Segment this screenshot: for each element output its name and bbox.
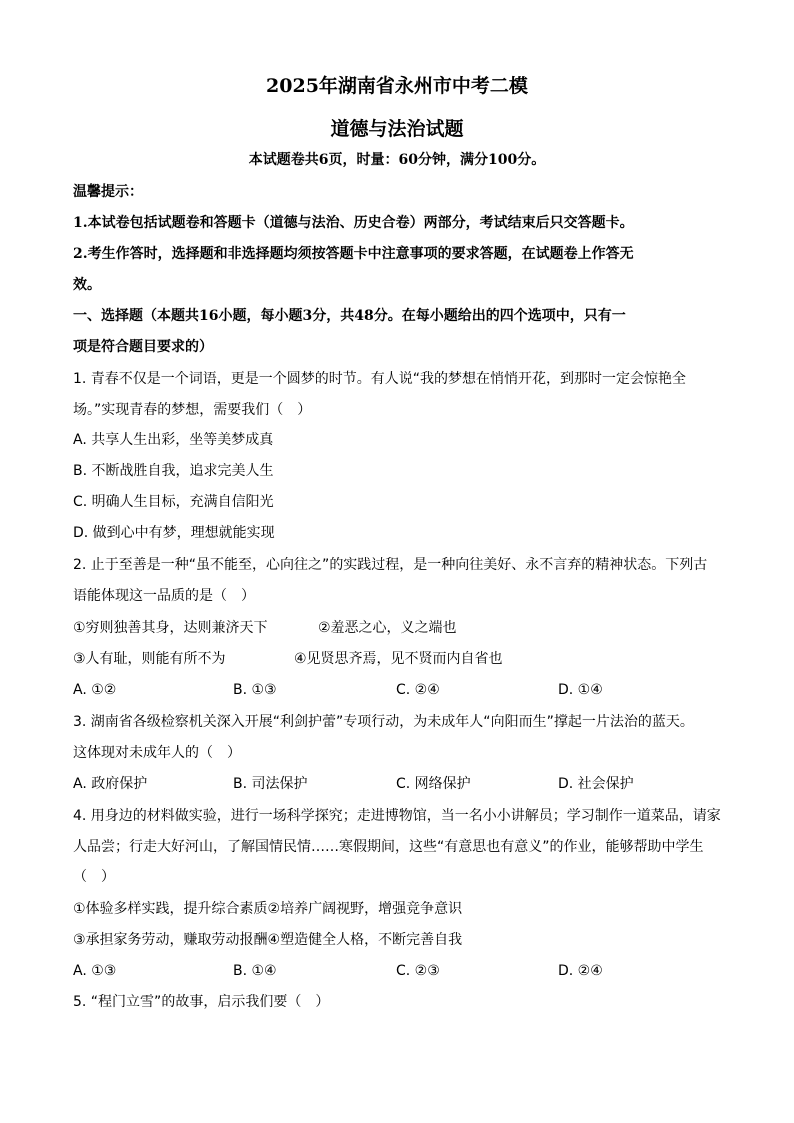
question-2-statement-2: ②羞恶之心，义之端也 [318,620,457,636]
question-2-statement-4: ④见贤思齐焉，见不贤而内自省也 [294,651,503,667]
question-4-option-c: C. ②③ [396,963,440,979]
question-4-stem-line-1: 4. 用身边的材料做实验，进行一场科学探究；走进博物馆，当一名小小讲解员；学习制作一道菜品，请家 [73,808,721,824]
exam-subject: 道德与法治试题 [330,118,464,140]
section-1-heading-line-1: 一、选择题（本题共16小题，每小题3分，共48分。在每小题给出的四个选项中，只有一 [73,308,626,324]
question-4-statements-line-2: ③承担家务劳动，赚取劳动报酬④塑造健全人格，不断完善自我 [73,932,463,948]
question-2-statement-3: ③人有耻，则能有所不为 [73,651,226,667]
question-2-option-c: C. ②④ [396,682,440,698]
question-2-statement-1: ①穷则独善其身，达则兼济天下 [73,620,268,636]
question-3-option-b: B. 司法保护 [233,776,308,792]
question-3-option-a: A. 政府保护 [73,776,148,792]
exam-info: 本试题卷共6页，时量：60分钟，满分100分。 [248,152,546,168]
question-2-option-b: B. ①③ [233,682,277,698]
question-1-option-d: D. 做到心中有梦，理想就能实现 [73,525,275,541]
question-4-option-b: B. ①④ [233,963,277,979]
question-5-stem-line-1: 5. “程门立雪”的故事，启示我们要（ ） [73,994,330,1010]
question-1-stem-line-1: 1. 青春不仅是一个词语，更是一个圆梦的时节。有人说“我的梦想在悄悄开花，到那时一定会惊艳全 [73,371,687,387]
question-4-option-a: A. ①③ [73,963,117,979]
notice-item-2-line-1: 2.考生作答时，选择题和非选择题均须按答题卡中注意事项的要求答题，在试题卷上作答无 [73,246,634,262]
question-3-stem-line-2: 这体现对未成年人的（ ） [73,745,241,761]
question-2-option-a: A. ①② [73,682,117,698]
notice-item-1: 1.本试卷包括试题卷和答题卡（道德与法治、历史合卷）两部分，考试结束后只交答题卡。 [73,215,634,231]
question-4-option-d: D. ②④ [558,963,603,979]
question-1-option-c: C. 明确人生目标，充满自信阳光 [73,494,274,510]
notice-item-2-line-2: 效。 [73,277,101,293]
question-4-stem-line-3: （ ） [73,869,115,885]
question-1-option-b: B. 不断战胜自我，追求完美人生 [73,463,274,479]
notice-heading: 温馨提示： [73,184,143,200]
question-2-option-d: D. ①④ [558,682,603,698]
question-1-stem-line-2: 场。”实现青春的梦想，需要我们（ ） [73,402,312,418]
section-1-heading-line-2: 项是符合题目要求的） [73,339,213,355]
question-4-statements-line-1: ①体验多样实践，提升综合素质②培养广阔视野，增强竞争意识 [73,901,463,917]
question-1-option-a: A. 共享人生出彩，坐等美梦成真 [73,432,274,448]
exam-title: 2025年湖南省永州市中考二模 [266,75,528,97]
question-3-stem-line-1: 3. 湖南省各级检察机关深入开展“利剑护蕾”专项行动，为未成年人“向阳而生”撑起一片法治的蓝天。 [73,714,694,730]
question-3-option-d: D. 社会保护 [558,776,634,792]
question-4-stem-line-2: 人品尝；行走大好河山，了解国情民情……寒假期间，这些“有意思也有意义”的作业，能够帮助中学生 [73,839,704,855]
question-3-option-c: C. 网络保护 [396,776,471,792]
question-2-stem-line-2: 语能体现这一品质的是（ ） [73,588,255,604]
question-2-stem-line-1: 2. 止于至善是一种“虽不能至，心向往之”的实践过程，是一种向往美好、永不言弃的精神状态。下列古 [73,557,708,573]
